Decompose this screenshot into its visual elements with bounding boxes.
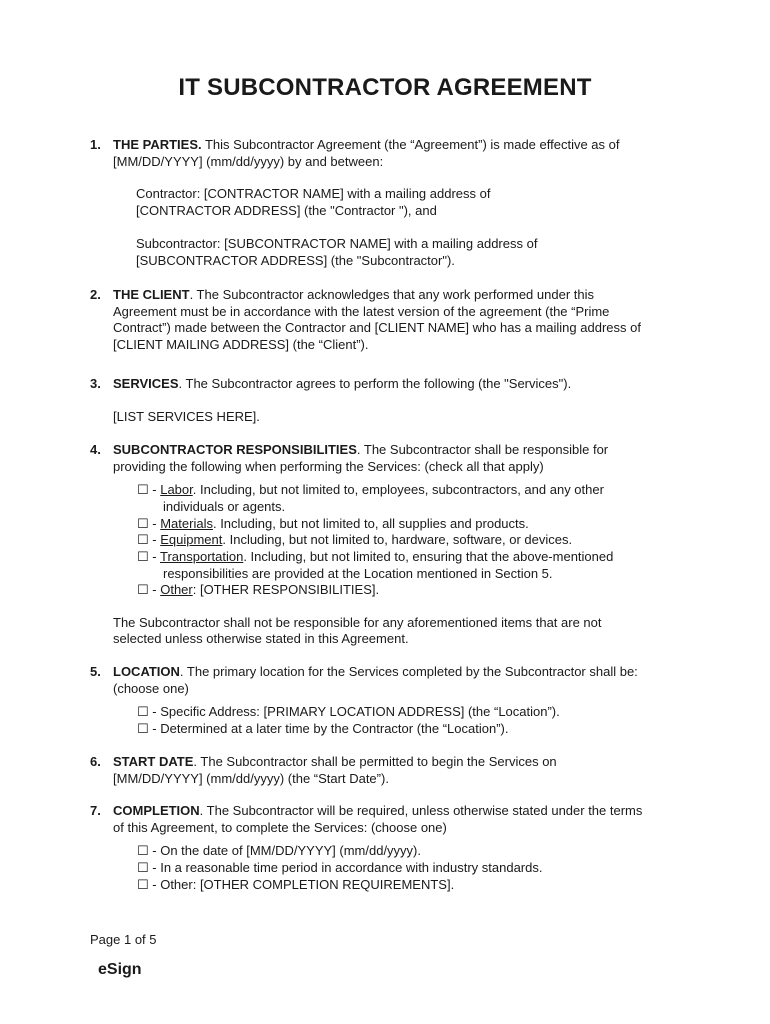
checkbox-item-labor[interactable]: ☐ - Labor. Including, but not limited to, employees, subcontractors, and any other [137,482,604,497]
section-5-line2: (choose one) [113,681,189,696]
section-4-text: SUBCONTRACTOR RESPONSIBILITIES. The Subcontractor shall be responsible for [113,442,609,457]
section-7-text: COMPLETION. The Subcontractor will be required, unless otherwise stated under the terms [113,803,643,818]
section-6-line2: [MM/DD/YYYY] (mm/dd/yyyy) (the “Start Date”). [113,771,389,786]
item-label: Materials [160,516,213,531]
section-4-heading: SUBCONTRACTOR RESPONSIBILITIES [113,442,357,457]
section-6-text: START DATE. The Subcontractor shall be permitted to begin the Services on [113,754,557,769]
contractor-line1: Contractor: [CONTRACTOR NAME] with a mailing address of [136,186,491,201]
location-option-later[interactable]: ☐ - Determined at a later time by the Contractor (the “Location”). [137,721,509,736]
section-5-text: LOCATION. The primary location for the Services completed by the Subcontractor shall be: [113,664,638,679]
section-7-number: 7. [90,803,101,818]
checkbox-item-transportation-cont: responsibilities are provided at the Location mentioned in Section 5. [163,566,553,581]
section-2-text: THE CLIENT. The Subcontractor acknowledges that any work performed under this [113,287,594,302]
completion-option-reasonable[interactable]: ☐ - In a reasonable time period in accordance with industry standards. [137,860,543,875]
section-2-number: 2. [90,287,101,302]
section-2-line3: Contract”) made between the Contractor and [CLIENT NAME] who has a mailing address of [113,320,641,335]
section-7-line2: of this Agreement, to complete the Services: (choose one) [113,820,447,835]
checkbox-item-materials[interactable]: ☐ - Materials. Including, but not limited to, all supplies and products. [137,516,529,531]
location-option-specific[interactable]: ☐ - Specific Address: [PRIMARY LOCATION ADDRESS] (the “Location”). [137,704,560,719]
section-6-number: 6. [90,754,101,769]
section-1-text: THE PARTIES. This Subcontractor Agreement (the “Agreement”) is made effective as of [113,137,620,152]
checkbox-item-labor-cont: individuals or agents. [163,499,286,514]
checkbox-icon[interactable]: ☐ - [137,482,161,497]
section-7-heading: COMPLETION [113,803,200,818]
subcontractor-line1: Subcontractor: [SUBCONTRACTOR NAME] with a mailing address of [136,236,538,251]
checkbox-item-transportation[interactable]: ☐ - Transportation. Including, but not limited to, ensuring that the above-mentioned [137,549,614,564]
section-5-number: 5. [90,664,101,679]
checkbox-icon[interactable]: ☐ - [137,582,161,597]
completion-option-date[interactable]: ☐ - On the date of [MM/DD/YYYY] (mm/dd/yyyy). [137,843,422,858]
document-title: IT SUBCONTRACTOR AGREEMENT [178,74,592,101]
checkbox-item-other[interactable]: ☐ - Other: [OTHER RESPONSIBILITIES]. [137,582,380,597]
completion-option-other[interactable]: ☐ - Other: [OTHER COMPLETION REQUIREMENTS]. [137,877,455,892]
section-2-line2: Agreement must be in accordance with the latest version of the agreement (the “Prime [113,304,610,319]
section-4-note-line1: The Subcontractor shall not be responsible for any aforementioned items that are not [113,615,602,630]
item-label: Transportation [159,549,244,564]
subcontractor-line2: [SUBCONTRACTOR ADDRESS] (the "Subcontractor"). [136,253,455,268]
checkbox-icon[interactable]: ☐ - [137,516,161,531]
checkbox-icon[interactable]: ☐ - [137,549,160,564]
item-label: Other [160,582,193,597]
contractor-line2: [CONTRACTOR ADDRESS] (the "Contractor "), and [136,203,437,218]
section-1-heading: THE PARTIES. [113,137,202,152]
section-6-heading: START DATE [113,754,194,769]
item-label: Labor [160,482,193,497]
section-2-heading: THE CLIENT [113,287,190,302]
section-5-heading: LOCATION [113,664,180,679]
page-number: Page 1 of 5 [90,932,157,947]
section-1-number: 1. [90,137,101,152]
section-3-heading: SERVICES [113,376,179,391]
esign-logo: eSign [98,961,142,978]
checkbox-item-equipment[interactable]: ☐ - Equipment. Including, but not limited to, hardware, software, or devices. [137,532,573,547]
section-3-number: 3. [90,376,101,391]
section-2-line4: [CLIENT MAILING ADDRESS] (the “Client”). [113,337,369,352]
section-4-line2: providing the following when performing the Services: (check all that apply) [113,459,544,474]
checkbox-icon[interactable]: ☐ - [137,532,161,547]
section-4-note-line2: selected unless otherwise stated in this Agreement. [113,631,409,646]
section-3-text: SERVICES. The Subcontractor agrees to perform the following (the "Services"). [113,376,572,391]
item-label: Equipment [160,532,223,547]
section-4-number: 4. [90,442,101,457]
section-1-line2: [MM/DD/YYYY] (mm/dd/yyyy) by and between: [113,154,384,169]
services-placeholder: [LIST SERVICES HERE]. [113,409,260,424]
